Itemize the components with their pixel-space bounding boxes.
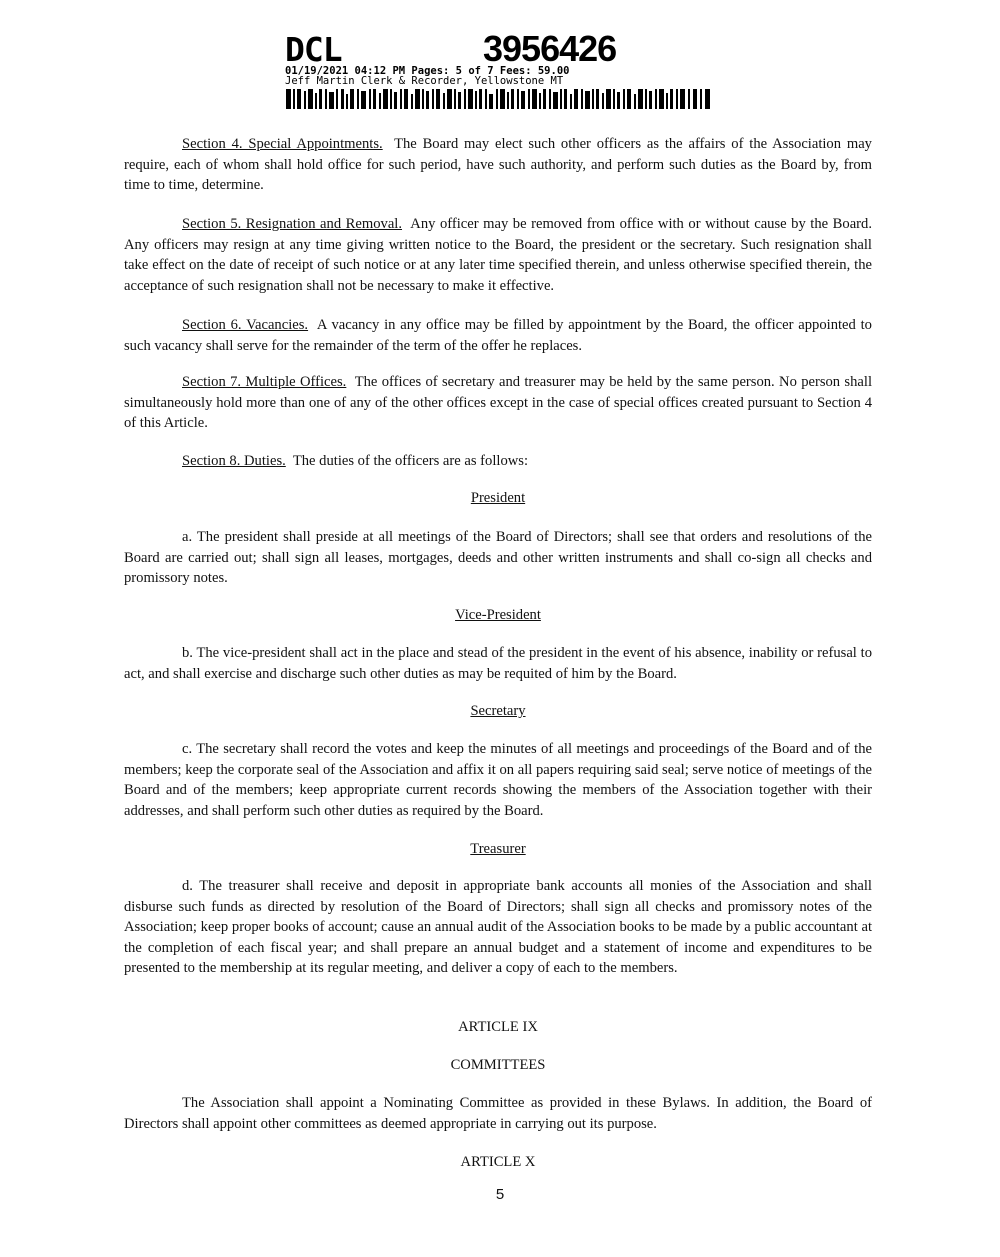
article-9-paragraph — [124, 1093, 872, 1134]
secretary-heading-text: Secretary — [470, 703, 526, 719]
section-4-paragraph — [124, 134, 872, 196]
vice-president-duties-paragraph — [124, 643, 872, 684]
section-4-title: Section 4. Special Appointments. — [182, 136, 383, 152]
vice-president-heading — [124, 605, 872, 625]
section-7-title: Section 7. Multiple Offices. — [182, 374, 347, 390]
vice-president-duties-text: b. The vice-president shall act in the place and stead of the president in the event of his absence, inability or refusal to act, and shall exercise and discharge such other duties as may be requited of him by the Board. — [124, 645, 872, 682]
section-5-paragraph — [124, 214, 872, 296]
barcode-image — [286, 89, 711, 109]
stamp-date-pages-fees: 01/19/2021 04:12 PM Pages: 5 of 7 Fees: 59.00 — [285, 65, 570, 77]
page-number: 5 — [495, 1186, 505, 1203]
stamp-code: DCL — [285, 30, 342, 69]
secretary-duties-paragraph — [124, 739, 872, 821]
secretary-duties-text: c. The secretary shall record the votes and keep the minutes of all meetings and proceedings of the Board and of the members; keep the corporate seal of the Association and affix it on all papers requiring said seal; serve notice of meetings of the Board and of the members; keep appropriate current records showing the members of the Association together with their addresses, and shall perform such other duties as required by the Board. — [124, 741, 872, 819]
treasurer-heading — [124, 839, 872, 859]
president-duties-paragraph — [124, 527, 872, 589]
section-8-title: Section 8. Duties. — [182, 453, 286, 469]
treasurer-heading-text: Treasurer — [470, 841, 526, 857]
section-6-title: Section 6. Vacancies. — [182, 317, 309, 333]
section-6-text: A vacancy in any office may be filled by appointment by the Board, the officer appointed to such vacancy shall serve for the remainder of the term of the offer he replaces. — [124, 317, 872, 354]
section-7-text: The offices of secretary and treasurer may be held by the same person. No person shall simultaneously hold more than one of any of the other offices except in the case of special offices created pursuant to Section 4 of this Article. — [124, 374, 872, 432]
president-heading — [124, 488, 872, 508]
article-10-label: ARTICLE X — [460, 1154, 536, 1170]
president-heading-text: President — [470, 490, 526, 506]
treasurer-duties-text: d. The treasurer shall receive and deposit in appropriate bank accounts all monies of the Association and shall disburse such funds as directed by resolution of the Board of Directors; shall sign all checks and promissory notes of the Association; keep proper books of account; cause an annual audit of the Association books to be made by a public accountant at the completion of each fiscal year; and shall prepare an annual budget and a statement of income and expenditures to be presented to the membership at its regular meeting, and deliver a copy of each to the members. — [124, 878, 872, 977]
treasurer-duties-paragraph — [124, 876, 872, 979]
article-9-title: COMMITTEES — [450, 1057, 546, 1073]
stamp-recorder: Jeff Martin Clerk & Recorder, Yellowstone MT — [285, 75, 564, 87]
stamp-document-number: 3956426 — [483, 28, 617, 69]
section-4-text: The Board may elect such other officers as the affairs of the Association may require, each of whom shall hold office for such period, have such authority, and perform such duties as the Board by, from time to time, determine. — [124, 136, 872, 194]
section-5-text: Any officer may be removed from office with or without cause by the Board. Any officers may resign at any time giving written notice to the Board, the president or the secretary. Such resignation shall take effect on the date of receipt of such notice or at any later time specified therein, and unless otherwise specified therein, the acceptance of such resignation shall not be necessary to make it effective. — [124, 216, 872, 294]
section-6-paragraph — [124, 315, 872, 356]
article-9-label: ARTICLE IX — [458, 1019, 538, 1035]
article-9-text: The Association shall appoint a Nominating Committee as provided in these Bylaws. In addition, the Board of Directors shall appoint other committees as deemed appropriate in carrying out its purpose. — [124, 1095, 872, 1132]
secretary-heading — [124, 701, 872, 721]
vice-president-heading-text: Vice-President — [455, 607, 541, 623]
recording-stamp — [283, 30, 723, 110]
section-5-title: Section 5. Resignation and Removal. — [182, 216, 403, 232]
section-7-paragraph — [124, 372, 872, 434]
section-8-text: The duties of the officers are as follows: — [292, 453, 529, 469]
president-duties-text: a. The president shall preside at all meetings of the Board of Directors; shall see that orders and resolutions of the Board are carried out; shall sign all leases, mortgages, deeds and other written instruments and shall co-sign all checks and promissory notes. — [124, 529, 872, 587]
section-8-paragraph — [124, 451, 872, 472]
